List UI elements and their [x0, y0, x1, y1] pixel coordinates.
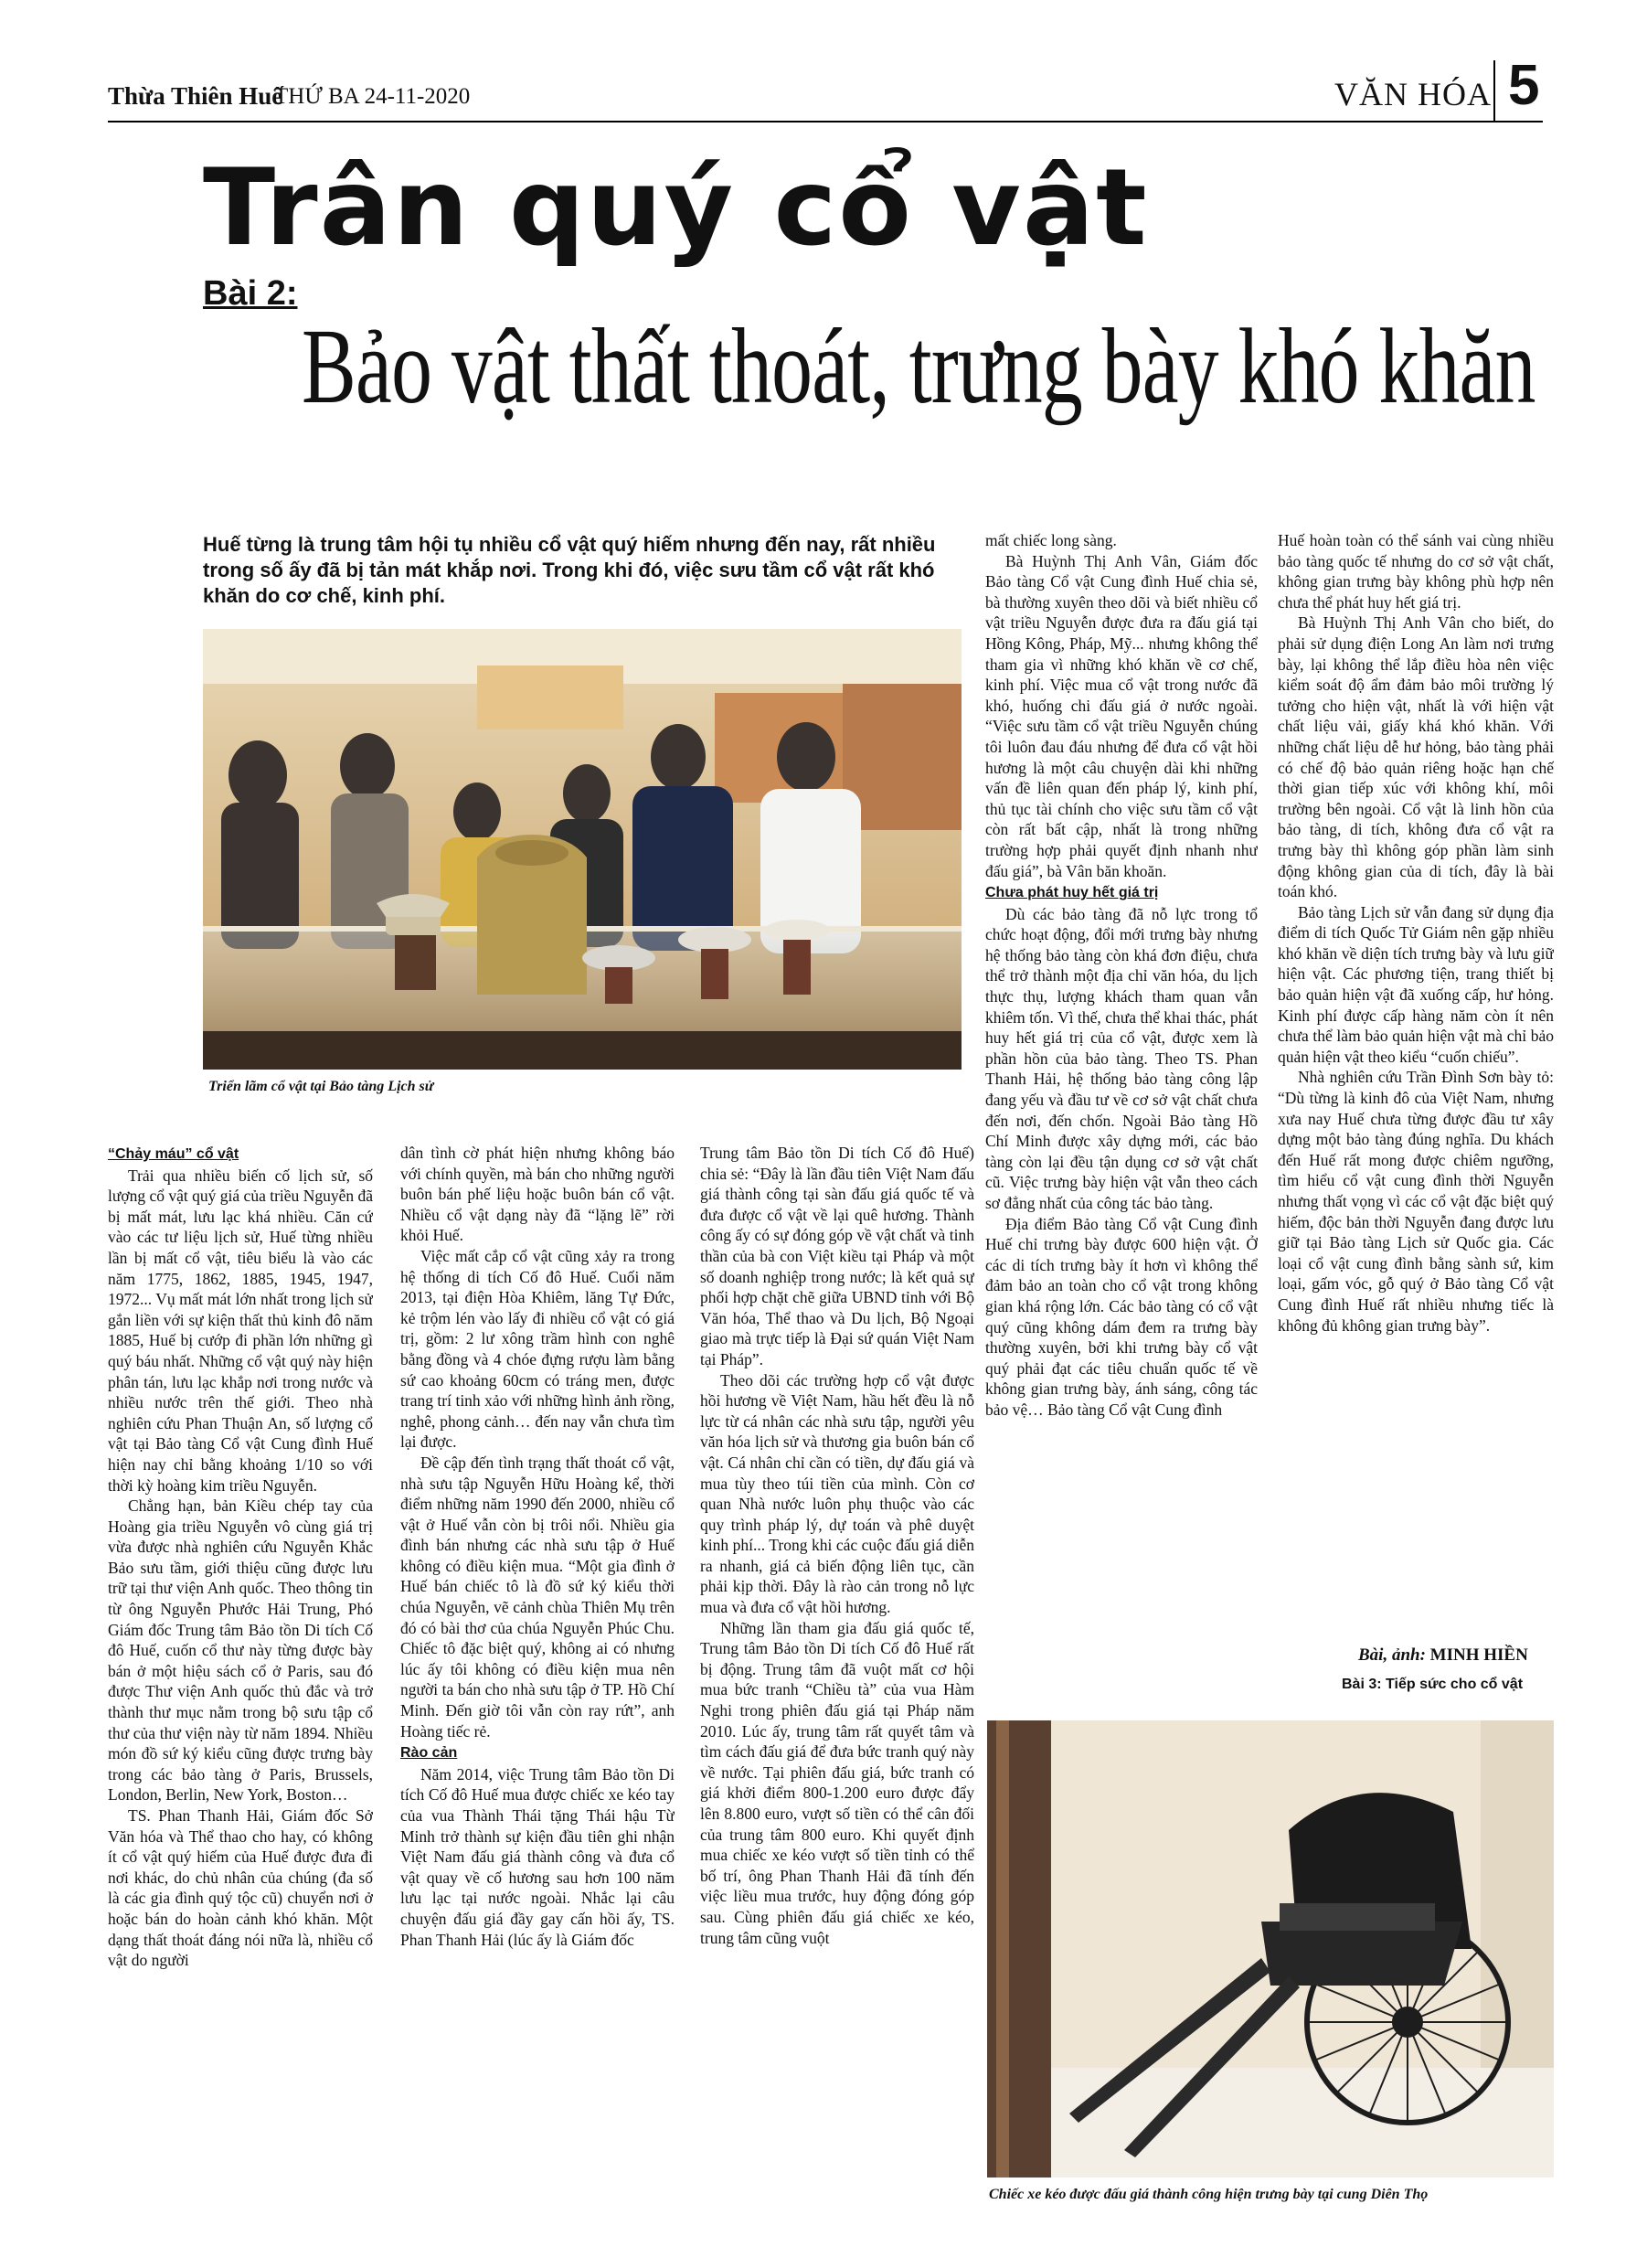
article-column-3: [700, 1143, 974, 2221]
paragraph: Bảo tàng Lịch sử vẫn đang sử dụng địa điểm di tích Quốc Tử Giám nên gặp nhiều khó khăn về diện tích trưng bày và lưu giữ hiện vật. Các phương tiện, trang thiết bị bảo quản hiện vật đã xuống cấp, hư hỏng. Kinh phí được cấp hàng năm còn ít nên chưa thể làm bảo quản hiện vật mà chỉ bảo quản hiện vật theo kiểu “cuốn chiếu”.: [1278, 902, 1554, 1066]
paragraph: mất chiếc long sàng.: [985, 531, 1117, 549]
photo-caption: Chiếc xe kéo được đấu giá thành công hiện trưng bày tại cung Diên Thọ: [989, 2187, 1429, 2202]
paragraph: Huế hoàn toàn có thể sánh vai cùng nhiều bảo tàng quốc tế nhưng do cơ sở vật chất, không gian trưng bày không phù hợp nên chưa thể phát huy hết giá trị.: [1278, 531, 1554, 612]
paragraph: Theo dõi các trường hợp cổ vật được hồi hương về Việt Nam, hầu hết đều là nỗ lực từ cá nhân các nhà sưu tập, người yêu văn hóa lịch sử và thương gia buôn bán cổ vật. Cá nhân chỉ cần có tiền, dự đấu giá và mua tùy theo túi tiền của mình. Còn cơ quan Nhà nước luôn phụ thuộc vào các quy trình pháp lý, dự toán và phê duyệt kinh phí... Trong khi các cuộc đấu giá diễn ra nhanh, giá cả biến động liên tục, cần phải kịp thời. Đây là rào cản trong nỗ lực mua và đưa cổ vật hồi hương.: [700, 1370, 974, 1617]
byline-prefix: Bài, ảnh:: [1358, 1645, 1430, 1665]
article-column-4: [985, 530, 1258, 1828]
paragraph: Đề cập đến tình trạng thất thoát cổ vật, nhà sưu tập Nguyễn Hữu Hoàng kể, thời điểm những năm 1990 đến 2000, nhiều cổ vật ở Huế vẫn còn bị trôi nổi. Nhiều gia đình bán nhưng các nhà sưu tập ở Huế không có điều kiện mua. “Một gia đình ở Huế bán chiếc tô là đồ sứ ký kiểu thời chúa Nguyễn, vẽ cảnh chùa Thiên Mụ trên đó có bài thơ của chúa Nguyễn Phúc Chu. Chiếc tô đặc biệt quý, không ai có nhưng lúc ấy tôi không có điều kiện mua nên người ta bán cho nhà sưu tập ở TP. Hồ Chí Minh. Đến giờ tôi vẫn còn ray rứt”, anh Hoàng tiếc rẻ.: [400, 1453, 675, 1741]
paragraph: Năm 2014, việc Trung tâm Bảo tồn Di tích Cố đô Huế mua được chiếc xe kéo tay của vua Thành Thái tặng Thái hậu Từ Minh trở thành sự kiện đầu tiên ghi nhận Việt Nam đấu giá thành công và đưa cổ vật quay về cố hương sau hơn 100 năm lưu lạc tại nước ngoài. Nhắc lại câu chuyện đấu giá đầy gay cấn hồi ấy, TS. Phan Thanh Hải (lúc ấy là Giám đốc: [400, 1764, 675, 1949]
article-lead: Huế từng là trung tâm hội tụ nhiều cổ vật quý hiếm nhưng đến nay, rất nhiều trong số ấy đã bị tản mát khắp nơi. Trong khi đó, việc sưu tầm cổ vật rất khó khăn do cơ chế, kinh phí.: [203, 533, 936, 607]
section-heading: “Chảy máu” cổ vật: [108, 1146, 239, 1162]
section-divider: [1493, 60, 1495, 121]
byline-author: MINH HIỀN: [1429, 1645, 1528, 1665]
issue-date: THỨ BA 24-11-2020: [274, 84, 471, 109]
byline: [1358, 1645, 1528, 1666]
article-column-1: [108, 1143, 373, 2221]
article-kicker: Bài 2:: [203, 274, 298, 313]
article-column-5: [1278, 530, 1554, 1645]
paragraph: Địa điểm Bảo tàng Cổ vật Cung đình Huế chỉ trưng bày được 600 hiện vật. Ở các di tích trưng bày ít hơn vì không thể đảm bảo an toàn cho cổ vật trong không gian khá rộng lớn. Các bảo tàng có cổ vật quý cũng không dám đem ra trưng bày thường xuyên, bởi khi trưng bày cổ vật quý phải đạt các tiêu chuẩn quốc tế về không gian trưng bày, ánh sáng, công tác bảo vệ… Bảo tàng Cổ vật Cung đình: [985, 1214, 1258, 1419]
paragraph: Việc mất cắp cổ vật cũng xảy ra trong hệ thống di tích Cố đô Huế. Cuối năm 2013, tại điện Hòa Khiêm, lăng Tự Đức, kẻ trộm lén vào lấy đi nhiều cổ vật có giá trị, gồm: 2 lư xông trầm hình con nghê bằng đồng và 4 chóe đựng rượu làm bằng sứ cao khoảng 60cm có tráng men, được trang trí tinh xảo với những hình ảnh rồng, nghê, phong cảnh… đến nay vẫn chưa tìm lại được.: [400, 1246, 675, 1452]
paragraph: Nhà nghiên cứu Trần Đình Sơn bày tỏ: “Dù từng là kinh đô của Việt Nam, nhưng xưa nay Huế chưa từng được đầu tư xây dựng một bảo tàng đúng nghĩa. Du khách đến Huế rất mong được chiêm ngưỡng, tìm hiểu cổ vật cung đình thời Nguyễn nhưng thất vọng vì các cổ vật đặc biệt quý hiếm, độc bản thời Nguyễn đang được lưu giữ tại Bảo tàng Lịch sử Quốc gia. Các loại cổ vật cung đình bằng sành sứ, kim loại, gấm vóc, gỗ quý ở Bảo tàng Cổ vật Cung đình Huế rất nhiều nhưng tiếc là không đủ không gian trưng bày”.: [1278, 1068, 1554, 1335]
paragraph: Chẳng hạn, bản Kiều chép tay của Hoàng gia triều Nguyễn vô cùng giá trị vừa được nhà nghiên cứu Nguyễn Khắc Bảo sưu tầm, giới thiệu cũng được lưu trữ tại thư viện Anh quốc. Theo thông tin từ ông Nguyễn Phước Hải Trung, Phó Giám đốc Trung tâm Bảo tồn Di tích Cố đô Huế, cuốn cổ thư này từng được bày bán ở một hiệu sách cổ ở Paris, sau đó được Thư viện Anh quốc thủ đắc và trở thành thư mục nằm trong bộ sưu tập cổ thư của thư viện này từ năm 1894. Nhiều món đồ sứ ký kiểu cũng được trưng bày trong các bảo tàng ở Paris, Brussels, London, Berlin, New York, Boston…: [108, 1496, 373, 1805]
rickshaw-photo: [987, 1720, 1554, 2177]
paragraph: Dù các bảo tàng đã nỗ lực trong tổ chức hoạt động, đổi mới trưng bày nhưng hệ thống bảo tàng còn khá đơn điệu, chưa thể trở thành một địa chỉ văn hóa, du lịch thực thụ, lượng khách tham quan vẫn khiêm tốn. Vì thế, chưa thể khai thác, phát huy hết giá trị của cổ vật, được xem là phần hồn của bảo tàng. Theo TS. Phan Thanh Hải, hệ thống bảo tàng công lập đang yếu và đầu tư về cơ sở vật chất chưa đến nơi, đến chốn. Ngoài Bảo tàng Hồ Chí Minh được xây dựng mới, các bảo tàng còn lại đều tận dụng cơ sở vật chất cũ. Việc trưng bày hiện vật vẫn theo cách sơ đẳng nhất của công tác bảo tàng.: [985, 904, 1258, 1212]
article-title: Bảo vật thất thoát, trưng bày khó khăn: [302, 306, 1535, 426]
section-heading: Chưa phát huy hết giá trị: [985, 885, 1159, 901]
exhibition-photo: [203, 629, 962, 1070]
next-part-teaser: Bài 3: Tiếp sức cho cổ vật: [1342, 1677, 1524, 1692]
paragraph: dân tình cờ phát hiện nhưng không báo với chính quyền, mà bán cho những người buôn bán phế liệu hoặc buôn bán cổ vật. Nhiều cổ vật dạng này đã “lặng lẽ” rời khỏi Huế.: [400, 1144, 675, 1245]
section-name: VĂN HÓA: [1334, 76, 1492, 112]
paragraph: Những lần tham gia đấu giá quốc tế, Trung tâm Bảo tồn Di tích Cố đô Huế rất bị động. Trung tâm đã vuột mất cơ hội mua bức tranh “Chiều tà” của vua Hàm Nghi trong phiên đấu giá tại Pháp năm 2010. Lúc ấy, trung tâm rất quyết tâm và tìm cách đấu giá để đưa bức tranh quý này về nước. Tại phiên đấu giá, bức tranh có giá khởi điểm 800-1.200 euro được đẩy lên 8.800 euro, vượt số tiền có thể cân đối của trung tâm 800 euro. Khi quyết định mua chiếc xe kéo vượt số tiền tỉnh có thể bố trí, ông Phan Thanh Hải đã tính đến việc liều mua trước, huy động đóng góp sau. Cùng phiên đấu giá chiếc xe kéo, trung tâm cũng vuột: [700, 1618, 974, 1947]
photo-caption: Triển lãm cổ vật tại Bảo tàng Lịch sử: [208, 1079, 434, 1094]
paragraph: Trải qua nhiều biến cố lịch sử, số lượng cổ vật quý giá của triều Nguyễn đã bị mất mát, lưu lạc khá nhiều. Căn cứ vào các tư liệu lịch sử, Huế từng nhiều lần bị mất cổ vật, tiêu biểu là vào các năm 1775, 1862, 1885, 1945, 1947, 1972... Vụ mất mát lớn nhất trong lịch sử gắn liền với sự kiện thất thủ kinh đô năm 1885, Huế bị cướp đi phần lớn những gì quý báu nhất. Những cổ vật quý này hiện phân tán, lưu lạc khắp nơi trong nước và nhiều nước trên thế giới. Theo nhà nghiên cứu Phan Thuận An, số lượng cổ vật tại Bảo tàng Cổ vật Cung đình Huế hiện nay chỉ bằng khoảng 1/10 so với thời kỳ hoàng kim triều Nguyễn.: [108, 1166, 373, 1495]
article-column-2: [400, 1143, 675, 2221]
page-number: 5: [1508, 54, 1540, 117]
paragraph: Bà Huỳnh Thị Anh Vân, Giám đốc Bảo tàng Cổ vật Cung đình Huế chia sẻ, bà thường xuyên theo dõi và biết nhiều cổ vật triều Nguyễn được đưa ra đấu giá tại Hồng Kông, Pháp, Mỹ... nhưng không thể tham gia vì những khó khăn về cơ chế, kinh phí. Việc mua cổ vật trong nước đã khó, huống chi đấu giá ở nước ngoài. “Việc sưu tầm cổ vật triều Nguyễn chúng tôi luôn đau đáu nhưng để đưa cổ vật hồi hương là một câu chuyện dài khi những vấn đề liên quan đến pháp lý, kinh phí, thủ tục tài chính cho việc sưu tầm cổ vật còn rất bất cập, nhất là trong những trường hợp phải quyết định nhanh như đấu giá”, bà Vân băn khoăn.: [985, 551, 1258, 880]
section-heading: Rào cản: [400, 1745, 458, 1762]
paragraph: TS. Phan Thanh Hải, Giám đốc Sở Văn hóa và Thể thao cho hay, có không ít cổ vật quý hiếm của Huế được đưa đi nơi khác, do chủ nhân của chúng (đa số là các gia đình quý tộc cũ) chuyển nơi ở hoặc bán do hoàn cảnh khó khăn. Một dạng thất thoát đáng nói nữa là, nhiều cổ vật do người: [108, 1806, 373, 1970]
header-rule: [108, 121, 1543, 122]
paragraph: Trung tâm Bảo tồn Di tích Cố đô Huế) chia sẻ: “Đây là lần đầu tiên Việt Nam đấu giá thành công tại sàn đấu giá quốc tế và đưa được cổ vật về lại quê hương. Thành công ấy có sự đóng góp về vật chất và tinh thần của bà con Việt kiều tại Pháp và một số doanh nghiệp trong nước; là kết quả sự phối hợp chặt chẽ giữa UBND tỉnh với Bộ Văn hóa, Thể thao và Du lịch, Bộ Ngoại giao mà trực tiếp là Đại sứ quán Việt Nam tại Pháp”.: [700, 1144, 974, 1368]
series-title: Trân quý cổ vật: [203, 146, 1149, 270]
newspaper-name: Thừa Thiên Huế: [108, 82, 283, 110]
paragraph: Bà Huỳnh Thị Anh Vân cho biết, do phải sử dụng điện Long An làm nơi trưng bày, lại không thể lắp điều hòa nên việc kiểm soát độ ẩm đảm bảo môi trường lý tưởng cho hiện vật, nhất là với hiện vật chất liệu vải, giấy khá khó khăn. Với những chất liệu dễ hư hỏng, bảo tàng phải có chế độ bảo quản riêng hoặc hạn chế thời gian tiếp xúc với không khí, môi trường bên ngoài. Cổ vật là linh hồn của bảo tàng, di tích, không đưa cổ vật ra trưng bày thì không góp phần làm sinh động không gian của di tích, đây là bài toán khó.: [1278, 613, 1554, 901]
